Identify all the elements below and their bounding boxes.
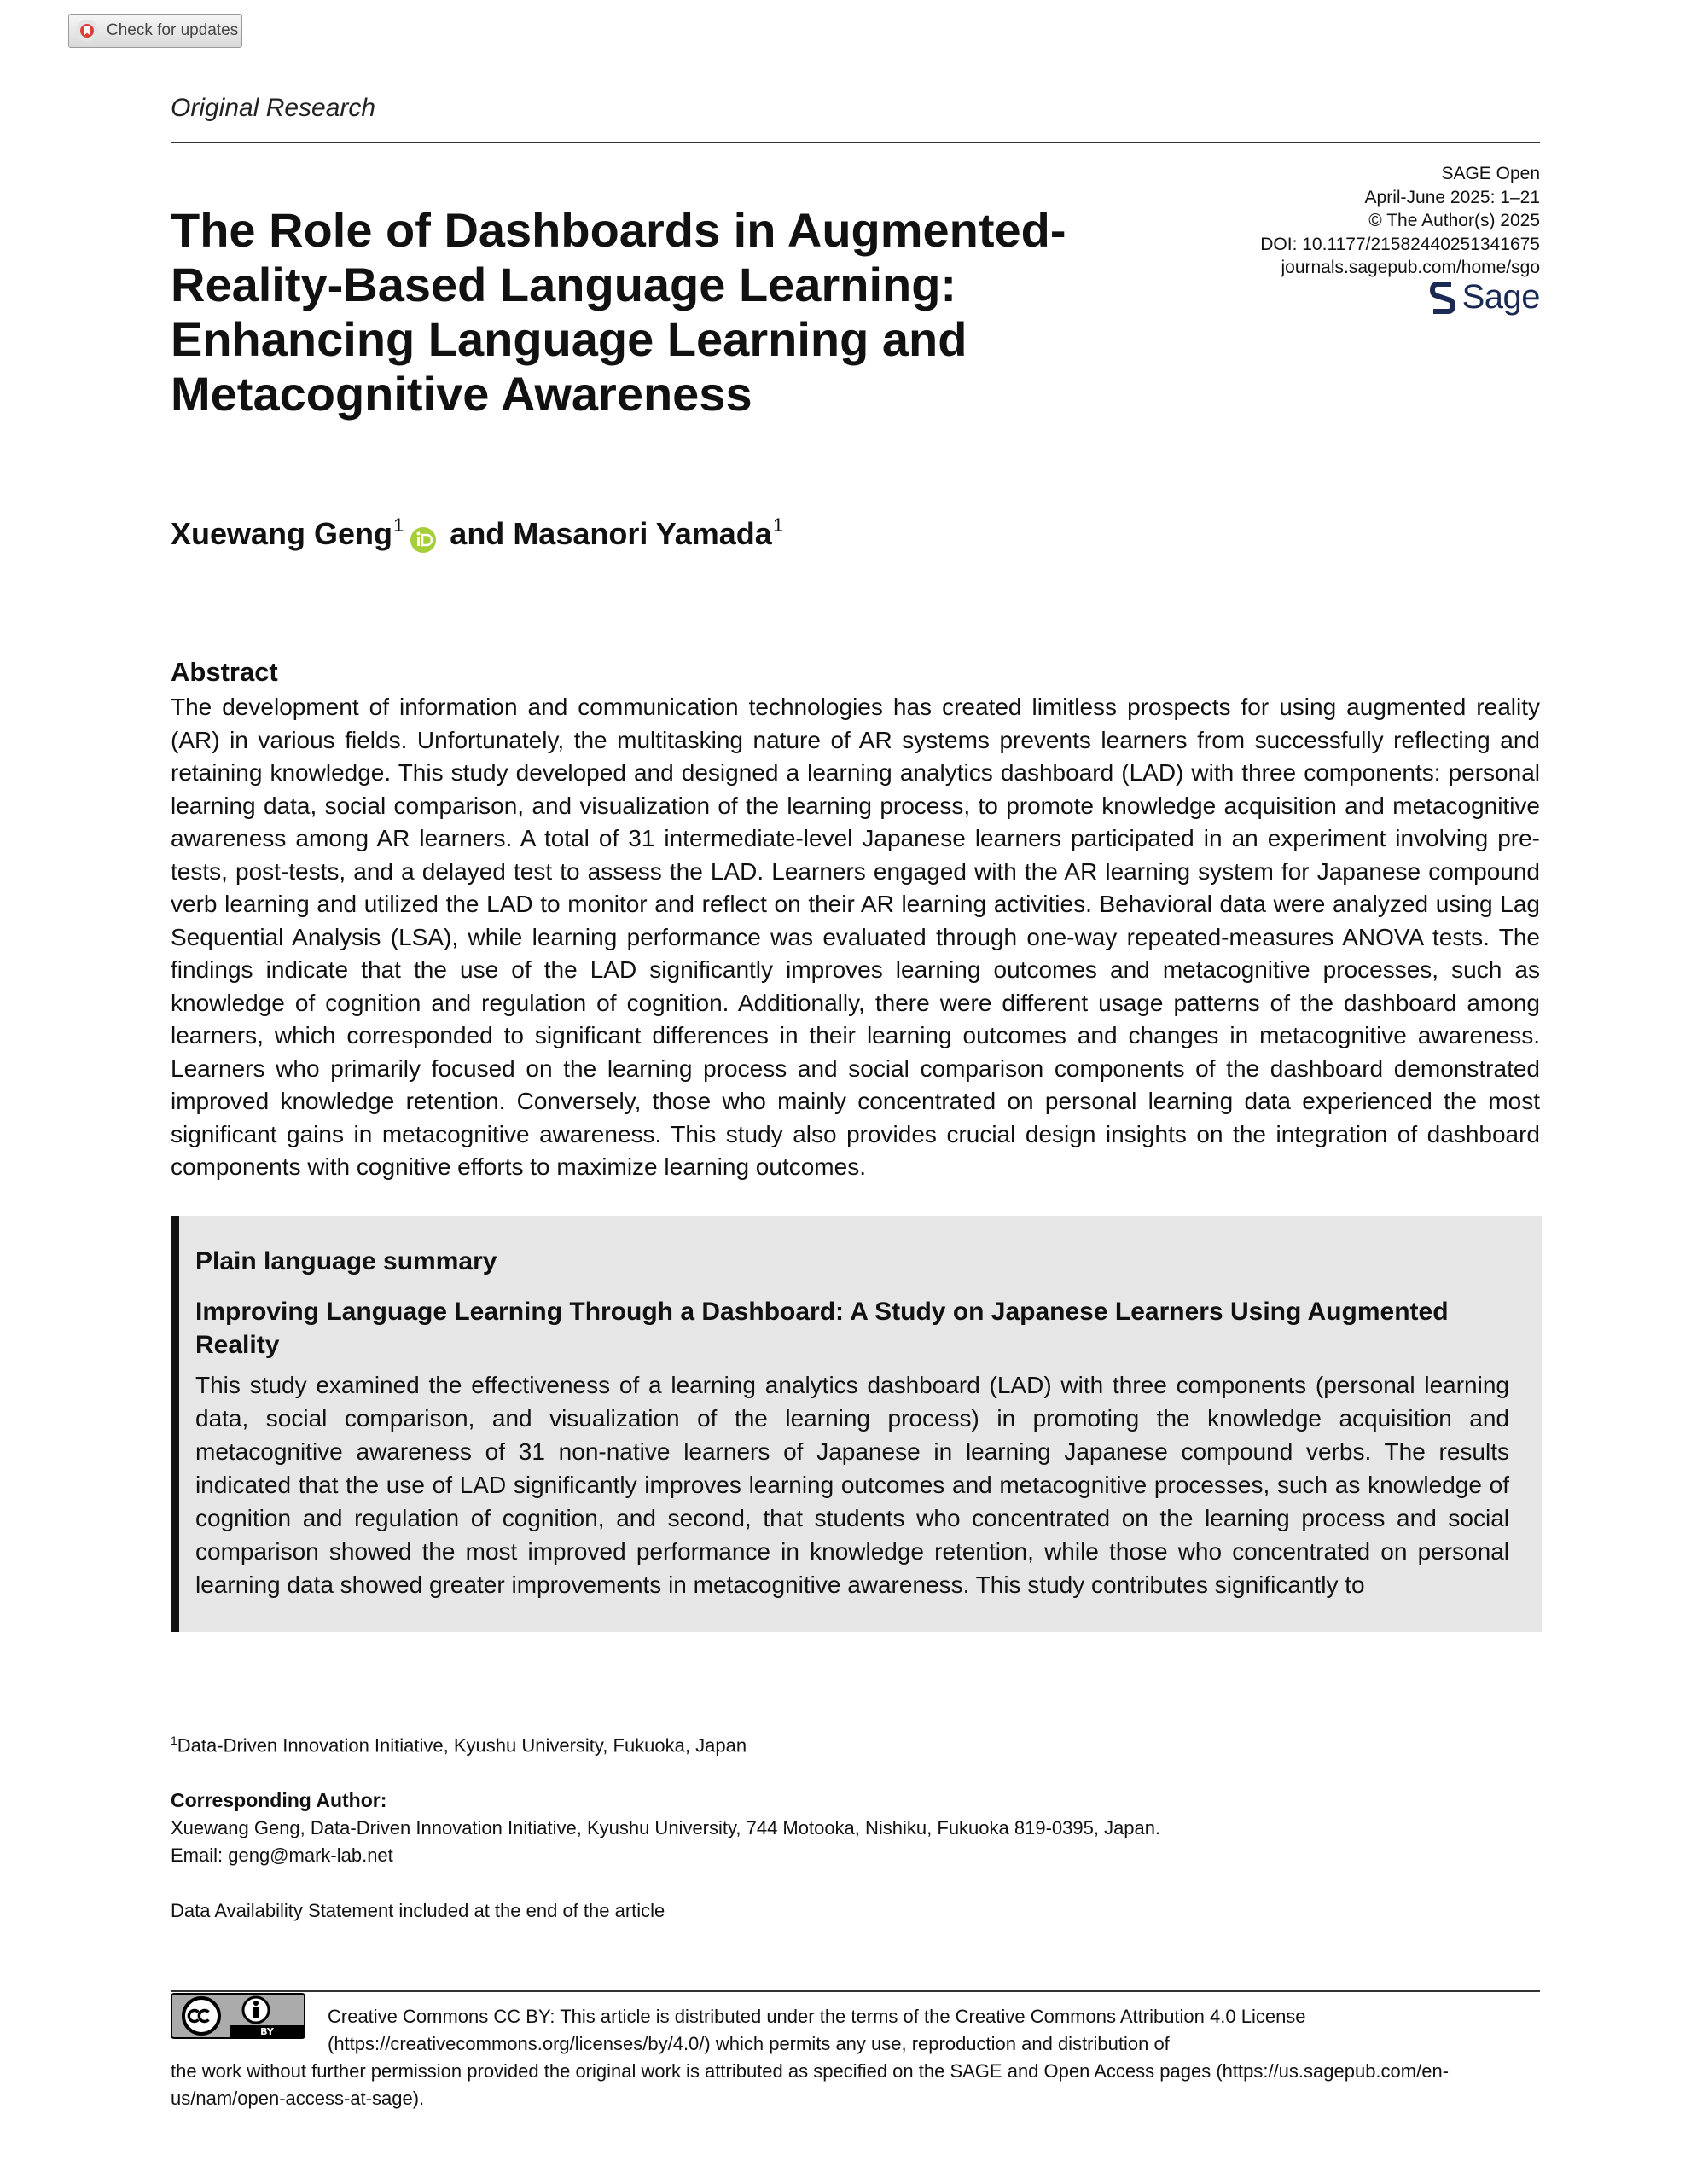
abstract-body: The development of information and communication technologies has created limitless prospects for using augmented reality (AR) in various fields. Unfortunately, the multitasking nature of AR systems prevents learners from successfully reflecting and retaining knowledge. This study developed and designed a learning analytics dashboard (LAD) with three components: personal learning data, social comparison, and visualization of the learning process, to promote knowledge acquisition and metacognitive awareness among AR learners. A total of 31 intermediate-level Japanese learners participated in an experiment involving pre-tests, post-tests, and a delayed test to assess the LAD. Learners engaged with the AR learning system for Japanese compound verb learning and utilized the LAD to monitor and reflect on their AR learning activities. Behavioral data were analyzed using Lag Sequential Analysis (LSA), while learning performance was evaluated through one-way repeated-measures ANOVA tests. The findings indicate that the use of the LAD significantly improves learning outcomes and metacognitive processes, such as knowledge of cognition and regulation of cognition. Additionally, there were different usage patterns of the dashboard among learners, which corresponded to significant differences in their learning outcomes and changes in metacognitive awareness. Learners who primarily focused on the learning process and social comparison components of the dashboard demonstrated improved knowledge retention. Conversely, those who mainly concentrated on personal learning data experienced the most significant gains in metacognitive awareness. This study also provides crucial design insights on the integration of dashboard components with cognitive efforts to maximize learning outcomes. (171, 694, 1540, 1180)
affiliation-marker: 1 (171, 1734, 177, 1747)
header-divider (171, 142, 1540, 143)
affiliation-marker: 1 (393, 514, 404, 536)
author-name: Xuewang Geng (171, 516, 393, 551)
author-line (171, 516, 783, 552)
check-for-updates-label: Check for updates (107, 21, 239, 39)
journal-doi[interactable]: DOI: 10.1177/21582440251341675 (1260, 234, 1540, 254)
corresponding-author-email[interactable]: Email: geng@mark-lab.net (171, 1844, 393, 1866)
journal-metadata (1260, 162, 1540, 280)
author-name: Masanori Yamada (513, 516, 772, 551)
journal-copyright: © The Author(s) 2025 (1368, 211, 1540, 230)
check-for-updates-button[interactable] (68, 14, 242, 48)
cc-by-label: BY (260, 2026, 274, 2037)
sage-logo (1430, 278, 1540, 317)
license-divider (171, 1990, 1540, 1992)
sage-s-icon (1430, 281, 1455, 315)
cc-by-license-icon[interactable] (171, 1993, 305, 2039)
plain-language-summary-title: Improving Language Learning Through a Dashboard: A Study on Japanese Learners Using Augmented Reality (195, 1298, 1449, 1359)
journal-issue: April-June 2025: 1–21 (1364, 187, 1540, 207)
author-joiner: and (441, 516, 514, 551)
article-title: The Role of Dashboards in Augmented-Reality-Based Language Learning: Enhancing Language Learning and Metacognitive Awareness (171, 203, 1066, 421)
license-text: (https://creativecommons.org/licenses/by/4.0/) which permits any use, reproduction and distribution of (328, 2033, 1170, 2054)
corresponding-author-address: Xuewang Geng, Data-Driven Innovation Initiative, Kyushu University, 744 Motooka, Nishiku, Fukuoka 819-0395, Japan. (171, 1817, 1161, 1838)
corresponding-author-label: Corresponding Author: (171, 1789, 387, 1811)
sage-logo-text: Sage (1461, 278, 1540, 316)
journal-url[interactable]: journals.sagepub.com/home/sgo (1281, 258, 1540, 277)
plain-language-summary-heading: Plain language summary (195, 1247, 497, 1275)
journal-name: SAGE Open (1441, 164, 1540, 183)
affiliation-marker: 1 (772, 514, 784, 536)
license-text: the work without further permission provided the original work is attributed as specified on the SAGE and Open Access pages (https://us.sagepub.com/en-us/nam/open-access-at-sage). (171, 2060, 1450, 2109)
affiliation-note (171, 1734, 747, 1757)
bookmark-icon (76, 20, 98, 42)
data-availability-statement: Data Availability Statement included at the end of the article (171, 1900, 665, 1921)
affiliation-text: Data-Driven Innovation Initiative, Kyushu University, Fukuoka, Japan (177, 1734, 747, 1757)
abstract-heading: Abstract (171, 657, 278, 687)
article-type-label: Original Research (171, 94, 376, 122)
orcid-icon[interactable] (410, 525, 436, 550)
plain-language-summary-body: This study examined the effectiveness of a learning analytics dashboard (LAD) with three components (personal learning data, social comparison, and visualization of the learning process) in promoting the knowledge acquisition and metacognitive awareness of 31 non-native learners of Japanese in learning Japanese compound verbs. The results indicated that the use of LAD significantly improves learning outcomes and metacognitive processes, such as knowledge of cognition and regulation of cognition, and second, that students who concentrated on the learning process and social comparison showed the most improved performance in knowledge retention, while those who concentrated on personal learning data showed greater improvements in metacognitive awareness. This study contributes significantly to (195, 1372, 1509, 1598)
license-text: Creative Commons CC BY: This article is distributed under the terms of the Creative Commons Attribution 4.0 License (328, 2006, 1306, 2027)
